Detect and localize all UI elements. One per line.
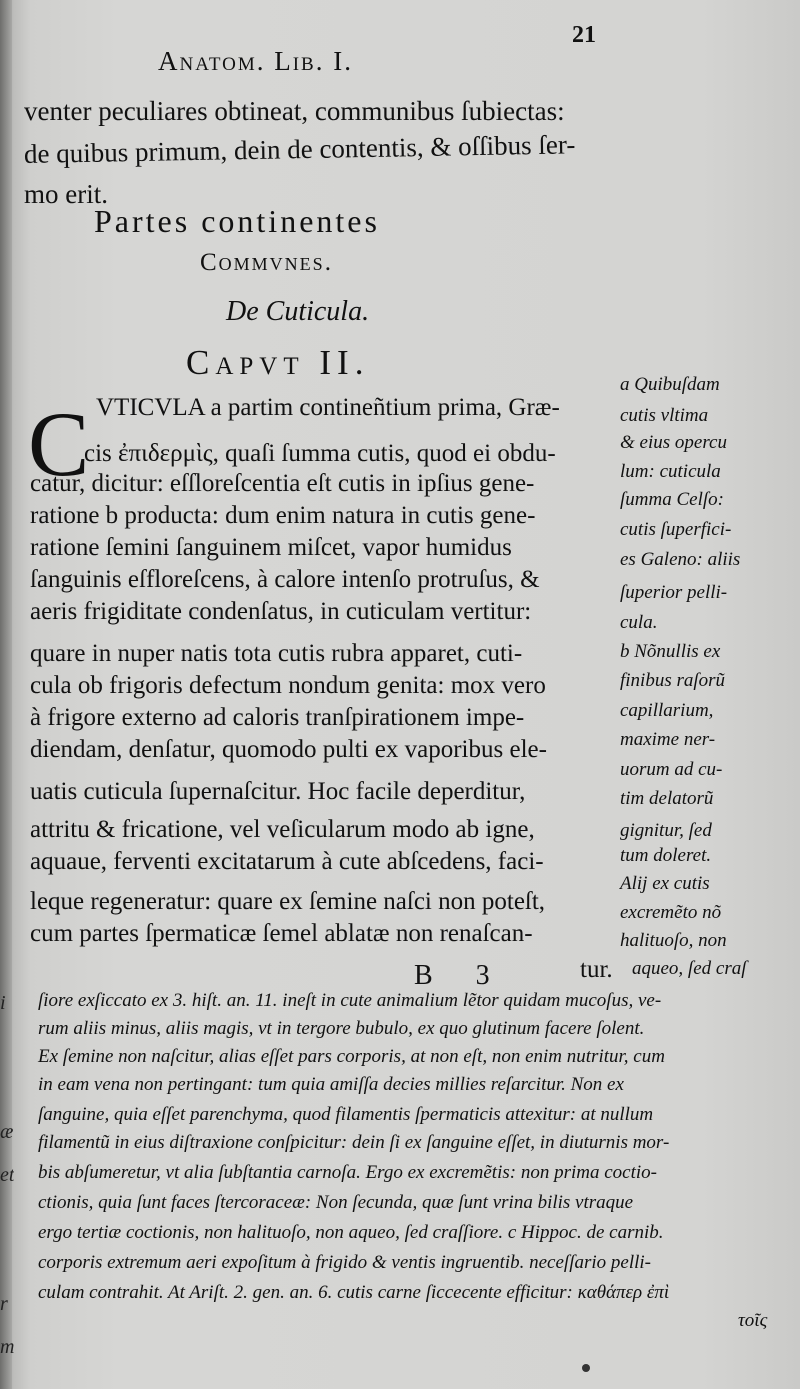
drop-cap: C (28, 393, 90, 495)
running-head: Anatom. Lib. I. (158, 46, 353, 76)
footnote-line: ſanguine, quia eſſet parenchyma, quod filamentis ſpermaticis attexitur: at nullum (38, 1104, 654, 1125)
facing-page-edge (0, 380, 14, 1369)
footnote-line: in eam vena non pertingant: tum quia amiſſa decies millies reſarcitur. Non ex (38, 1074, 624, 1095)
footnote-line: filamentũ in eius diſtraxione conſpicitur: dein ſi ex ſanguine eſſet, in diuturnis mor- (38, 1132, 670, 1153)
edge-fragment: æ (0, 1121, 14, 1143)
body-line: ratione b producta: dum enim natura in cutis gene- (30, 502, 536, 529)
body-line: aeris frigiditate condenſatus, in cuticulam vertitur: (30, 598, 532, 625)
body-line: VTICVLA a partim contineñtium prima, Græ- (96, 394, 560, 421)
body-line: uatis cuticula ſupernaſcitur. Hoc facile deperditur, (30, 778, 526, 805)
body-line: cula ob frigoris defectum nondum genita: mox vero (30, 672, 546, 699)
body-line: cis ἐπιδερμὶς, quaſi ſumma cutis, quod ei obdu- (84, 440, 556, 467)
edge-fragment (0, 810, 14, 853)
margin-note: Alij ex cutis (620, 873, 710, 894)
margin-note: es Galeno: aliis (620, 549, 741, 570)
margin-note: tim delatorũ (620, 788, 714, 809)
body-line: attritu & fricatione, vel veſicularum modo ab igne, (30, 816, 535, 843)
margin-note: excremẽto nõ (620, 902, 722, 923)
edge-fragment (0, 853, 14, 896)
footnote-line: τοῖς (738, 1310, 768, 1331)
body-line: leque regeneratur: quare ex ſemine naſci non poteſt, (30, 888, 546, 915)
footnote-line: ſiore exſiccato ex 3. hiſt. an. 11. ineſt in cute animalium lẽtor quidam mucoſus, ve- (38, 990, 662, 1011)
edge-fragment (0, 681, 14, 724)
body-line: ratione ſemini ſanguinem miſcet, vapor humidus (30, 534, 512, 561)
margin-note: cutis ſuperfici- (620, 519, 732, 540)
body-line: aquaue, ferventi excitatarum à cute abſcedens, faci- (30, 848, 544, 875)
footnote-line: ergo tertiæ coctionis, non halituoſo, non aqueo, ſed craſſiore. c Hippoc. de carnib. (38, 1222, 664, 1243)
edge-fragment (0, 767, 14, 810)
edge-fragment (0, 638, 14, 681)
margin-note: cula. (620, 612, 658, 633)
footnote-line: ctionis, quia ſunt faces ſtercoraceæ: Non ſecunda, quæ ſunt vrina bilis vtraque (38, 1192, 634, 1213)
edge-fragment (0, 1197, 14, 1240)
body-line: cum partes ſpermaticæ ſemel ablatæ non renaſcan- (30, 920, 533, 947)
edge-fragment (0, 423, 14, 466)
margin-note: capillarium, (620, 700, 714, 721)
page-number: 21 (572, 22, 596, 48)
margin-note: & eius opercu (620, 432, 727, 453)
margin-note: tum doleret. (620, 845, 712, 866)
edge-fragment (0, 1240, 14, 1283)
edge-fragment: r (0, 1293, 8, 1315)
margin-note: a Quibuſdam (620, 374, 720, 395)
edge-fragment (0, 896, 14, 939)
margin-note: ſumma Celſo: (620, 489, 724, 510)
edge-fragment (0, 939, 14, 982)
edge-fragment (0, 1025, 14, 1068)
edge-fragment (0, 724, 14, 767)
body-line: quare in nuper natis tota cutis rubra apparet, cuti- (30, 640, 523, 667)
section-heading: Partes continentes (94, 203, 380, 239)
margin-note: gignitur, ſed (620, 820, 712, 841)
chapter-heading: Capvt II. (186, 343, 370, 382)
margin-note: halituoſo, non (620, 930, 727, 951)
body-line: catur, dicitur: eſſloreſcentia eſt cutis in ipſius gene- (30, 470, 535, 497)
margin-note: aqueo, ſed craſ (632, 958, 747, 979)
intro-line: mo erit. (24, 179, 108, 209)
edge-fragment: et (0, 1164, 14, 1186)
footnote-line: bis abſumeretur, vt alia ſubſtantia carnoſa. Ergo ex excremẽtis: non prima coctio- (38, 1162, 657, 1183)
margin-note: uorum ad cu- (620, 759, 723, 780)
footnote-line: rum aliis minus, aliis magis, vt in tergore bubulo, ex quo glutinum facere ſolent. (38, 1018, 645, 1039)
body-line: ſanguinis eſfloreſcens, à calore intenſo protruſus, & (30, 566, 540, 593)
footnote-line: Ex ſemine non naſcitur, alias eſſet pars corporis, at non eſt, non enim nutritur, cum (38, 1046, 665, 1067)
edge-fragment (0, 466, 14, 509)
margin-note: lum: cuticula (620, 461, 721, 482)
edge-fragment (0, 509, 14, 552)
edge-fragment (0, 552, 14, 595)
margin-note: finibus raſorũ (620, 670, 726, 691)
edge-fragment: i (0, 992, 6, 1014)
topic-heading: De Cuticula. (226, 296, 370, 327)
margin-note: b Nõnullis ex (620, 641, 721, 662)
signature-mark: B 3 (414, 960, 508, 991)
body-line: diendam, denſatur, quomodo pulti ex vaporibus ele- (30, 736, 547, 763)
intro-line: venter peculiares obtineat, communibus ſubiectas: (24, 96, 565, 126)
footnote-line: culam contrahit. At Ariſt. 2. gen. an. 6. cutis carne ſiccecente efficitur: καθάπερ ἐπὶ (38, 1282, 670, 1303)
intro-line: de quibus primum, dein de contentis, & oſſibus ſer- (23, 129, 576, 169)
margin-note: ſuperior pelli- (620, 582, 728, 603)
edge-fragment (0, 1068, 14, 1111)
ink-speck (582, 1364, 590, 1372)
margin-note: cutis vltima (620, 405, 709, 426)
margin-note: maxime ner- (620, 729, 716, 750)
footnote-line: corporis extremum aeri expoſitum à frigido & ventis ingruentib. neceſſario pelli- (38, 1252, 652, 1273)
body-line: à frigore externo ad caloris tranſpirationem impe- (30, 704, 525, 731)
body-line: tur. (580, 956, 613, 983)
edge-fragment (0, 595, 14, 638)
edge-fragment: m (0, 1336, 14, 1358)
subsection-heading: Commvnes. (200, 249, 333, 276)
edge-fragment (0, 380, 14, 423)
